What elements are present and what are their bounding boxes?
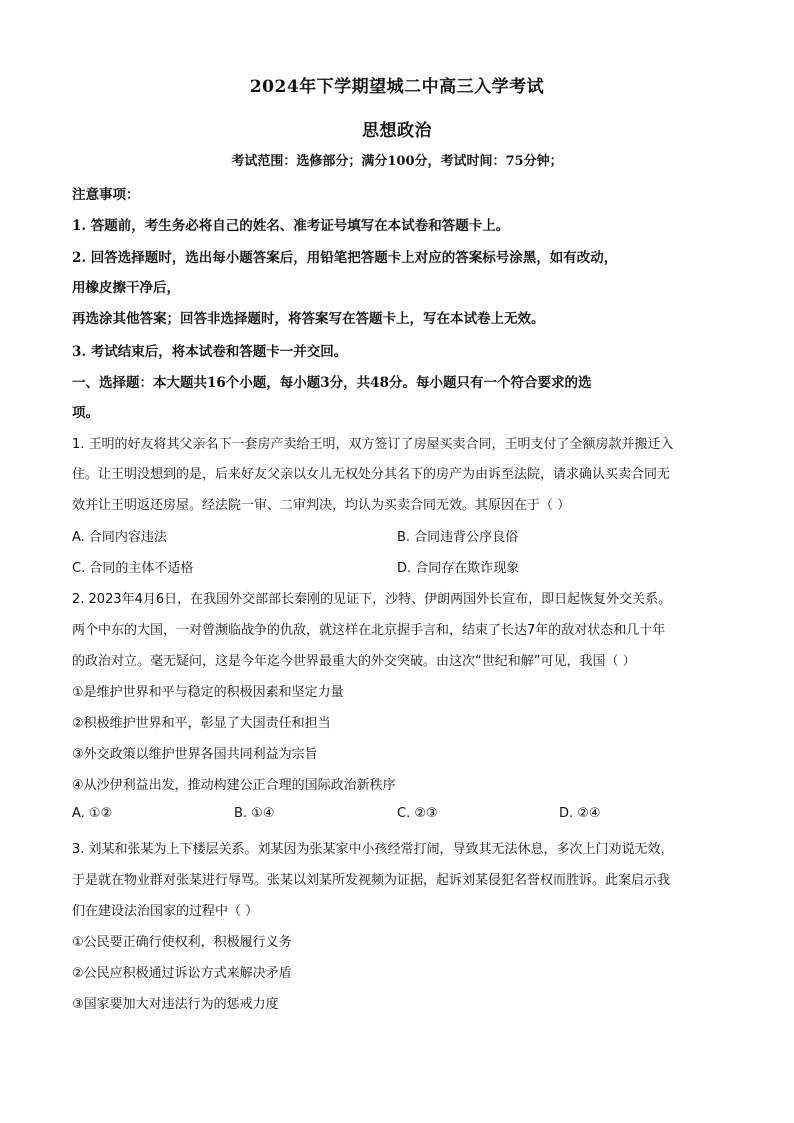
question-2-statement: ③外交政策以维护世界各国共同利益为宗旨 xyxy=(72,747,318,762)
notice-item: 3. 考试结束后，将本试卷和答题卡一并交回。 xyxy=(72,344,348,360)
question-3-statement: ①公民要正确行使权利，积极履行义务 xyxy=(72,935,292,950)
question-2-option-b: B. ①④ xyxy=(234,806,275,821)
question-1-text: 1. 王明的好友将其父亲名下一套房产卖给王明，双方签订了房屋买卖合同，王明支付了全额房款并搬迁入 xyxy=(72,437,674,452)
exam-title: 2024年下学期望城二中高三入学考试 xyxy=(249,77,545,97)
question-2-option-c: C. ②③ xyxy=(397,806,438,821)
subject-title: 思想政治 xyxy=(362,121,432,141)
question-2-statement: ①是维护世界和平与稳定的积极因素和坚定力量 xyxy=(72,685,344,700)
question-2-option-a: A. ①② xyxy=(72,806,113,821)
section-heading-cont: 项。 xyxy=(72,405,99,421)
notice-heading: 注意事项： xyxy=(72,187,140,203)
question-1-option-a: A. 合同内容违法 xyxy=(72,530,167,545)
question-3-statement: ②公民应积极通过诉讼方式来解决矛盾 xyxy=(72,966,292,981)
question-3-statement: ③国家要加大对违法行为的惩戒力度 xyxy=(72,997,279,1012)
question-3-text: 3. 刘某和张某为上下楼层关系。刘某因为张某家中小孩经常打闹，导致其无法休息，多次上门劝说无效， xyxy=(72,842,674,857)
exam-scope: 考试范围：选修部分；满分100分，考试时间：75分钟； xyxy=(231,154,563,169)
notice-item: 用橡皮擦干净后， xyxy=(72,280,180,296)
notice-item: 1. 答题前，考生务必将自己的姓名、准考证号填写在本试卷和答题卡上。 xyxy=(72,218,510,234)
question-2-text: 两个中东的大国，一对曾濒临战争的仇敌，就这样在北京握手言和，结束了长达7年的敌对状态和几十年 xyxy=(72,623,666,638)
question-1-option-c: C. 合同的主体不适格 xyxy=(72,561,194,576)
question-3-text: 于是就在物业群对张某进行辱骂。张某以刘某所发视频为证据，起诉刘某侵犯名誉权而胜诉。此案启示我 xyxy=(72,873,671,888)
question-1-text: 效并让王明返还房屋。经法院一审、二审判决，均认为买卖合同无效。其原因在于（ ） xyxy=(72,498,571,513)
question-2-statement: ④从沙伊利益出发，推动构建公正合理的国际政治新秩序 xyxy=(72,778,396,793)
question-1-text: 住。让王明没想到的是，后来好友父亲以女儿无权处分其名下的房产为由诉至法院，请求确认买卖合同无 xyxy=(72,467,671,482)
section-heading: 一、选择题：本大题共16个小题，每小题3分，共48分。每小题只有一个符合要求的选 xyxy=(72,375,592,391)
question-3-text: 们在建设法治国家的过程中（ ） xyxy=(72,904,259,919)
question-2-option-d: D. ②④ xyxy=(559,806,601,821)
notice-item: 再选涂其他答案；回答非选择题时，将答案写在答题卡上，写在本试卷上无效。 xyxy=(72,311,545,327)
question-1-option-d: D. 合同存在欺诈现象 xyxy=(397,561,520,576)
question-2-text: 2. 2023年4月6日，在我国外交部部长秦刚的见证下，沙特、伊朗两国外长宣布，即日起恢复外交关系。 xyxy=(72,592,672,607)
question-2-text: 的政治对立。毫无疑问，这是今年迄今世界最重大的外交突破。由这次“世纪和解”可见，我国（ ） xyxy=(72,654,636,669)
question-1-option-b: B. 合同违背公序良俗 xyxy=(397,530,519,545)
question-2-statement: ②积极维护世界和平，彰显了大国责任和担当 xyxy=(72,716,331,731)
notice-item: 2. 回答选择题时，选出每小题答案后，用铅笔把答题卡上对应的答案标号涂黑，如有改动， xyxy=(72,250,618,266)
